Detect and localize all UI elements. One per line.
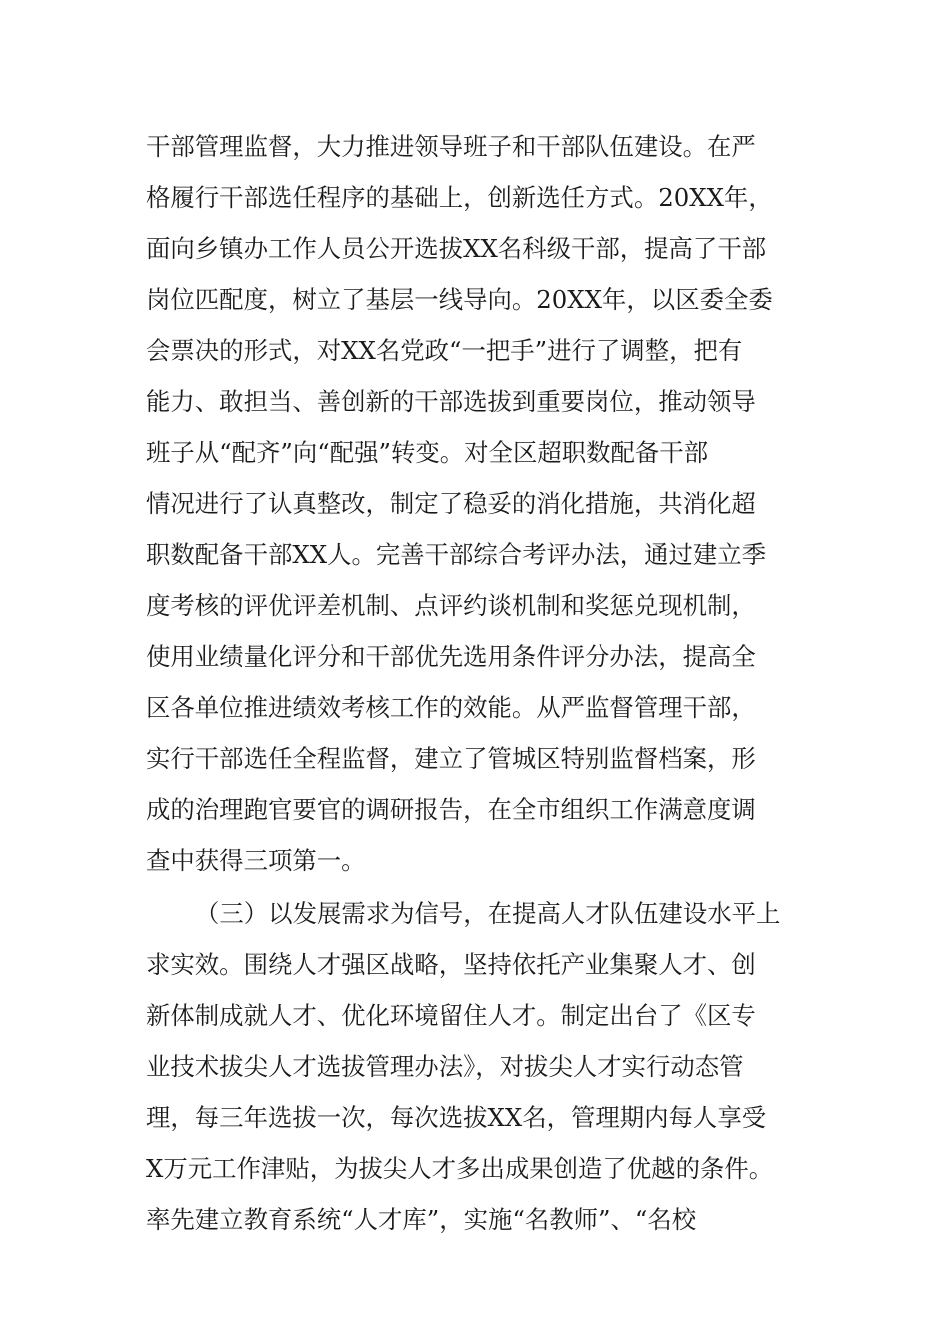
text-line: 新体制成就人才、优化环境留住人才。制定出台了《区专 bbox=[146, 1001, 756, 1030]
text-line: X万元工作津贴，为拔尖人才多出成果创造了优越的条件。 bbox=[146, 1154, 774, 1183]
text-line: 区各单位推进绩效考核工作的效能。从严监督管理干部， bbox=[146, 693, 756, 722]
text-line: 岗位匹配度，树立了基层一线导向。20XX年，以区委全委 bbox=[146, 285, 773, 314]
text-line: 业技术拔尖人才选拔管理办法》，对拔尖人才实行动态管 bbox=[146, 1052, 744, 1081]
text-line: 率先建立教育系统“人才库”，实施“名教师”、“名校 bbox=[146, 1205, 697, 1234]
text-line: 班子从“配齐”向“配强”转变。对全区超职数配备干部 bbox=[146, 438, 709, 467]
text-line: 查中获得三项第一。 bbox=[146, 846, 366, 875]
text-line: 成的治理跑官要官的调研报告，在全市组织工作满意度调 bbox=[146, 795, 756, 824]
text-line: 干部管理监督，大力推进领导班子和干部队伍建设。在严 bbox=[146, 132, 756, 161]
text-line: 理，每三年选拔一次，每次选拔XX名，管理期内每人享受 bbox=[146, 1103, 767, 1132]
text-line: 会票决的形式，对XX名党政“一把手”进行了调整，把有 bbox=[146, 336, 743, 365]
text-line: 情况进行了认真整改，制定了稳妥的消化措施，共消化超 bbox=[146, 489, 756, 518]
text-line: 格履行干部选任程序的基础上，创新选任方式。20XX年， bbox=[146, 183, 773, 212]
text-line: 面向乡镇办工作人员公开选拔XX名科级干部，提高了干部 bbox=[146, 234, 767, 263]
text-line: 职数配备干部XX人。完善干部综合考评办法，通过建立季 bbox=[146, 540, 767, 569]
section-heading-line: （三）以发展需求为信号，在提高人才队伍建设水平上 bbox=[195, 899, 781, 928]
text-line: 实行干部选任全程监督，建立了管城区特别监督档案，形 bbox=[146, 744, 756, 773]
text-line: 求实效。围绕人才强区战略，坚持依托产业集聚人才、创 bbox=[146, 950, 756, 979]
text-line: 度考核的评优评差机制、点评约谈机制和奖惩兑现机制， bbox=[146, 591, 756, 620]
text-line: 使用业绩量化评分和干部优先选用条件评分办法，提高全 bbox=[146, 642, 756, 671]
text-line: 能力、敢担当、善创新的干部选拔到重要岗位，推动领导 bbox=[146, 387, 756, 416]
